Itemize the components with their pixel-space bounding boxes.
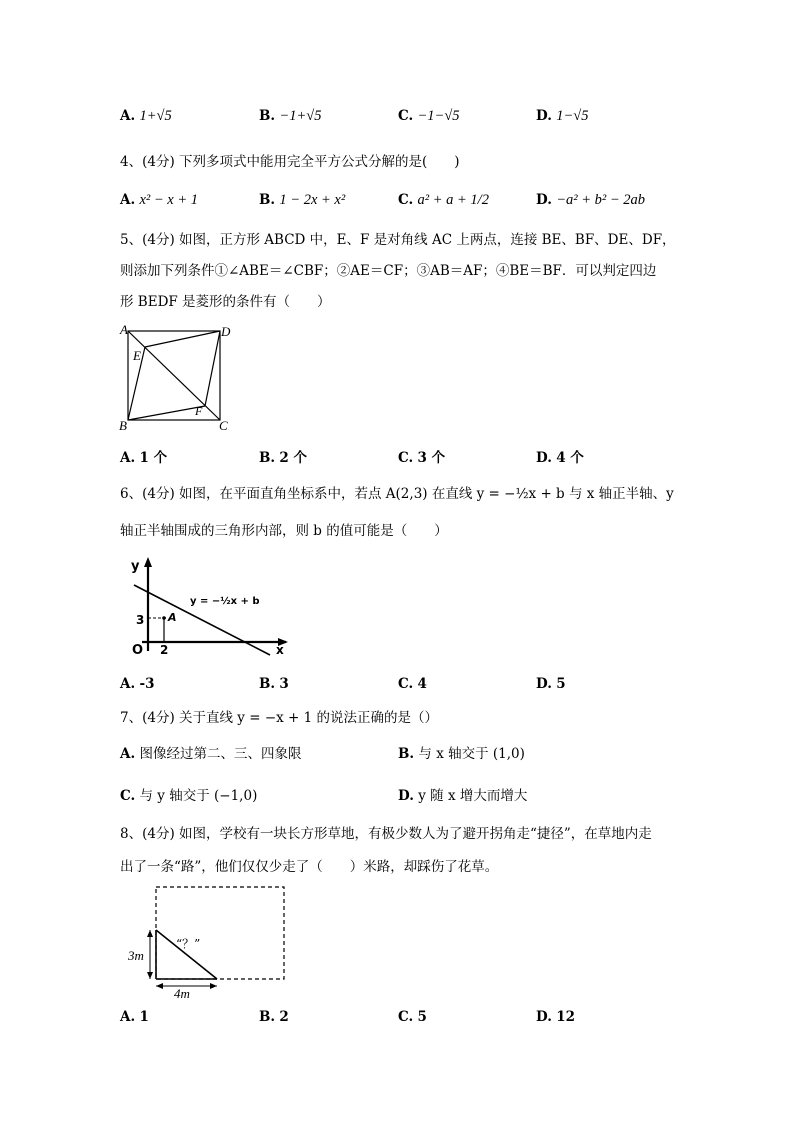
q8-stem-line1: 8、(4分) 如图，学校有一块长方形草地，有极少数人为了避开拐角走“捷径”，在草地内走 — [120, 826, 652, 842]
line-equation: y = −½x + b — [190, 596, 260, 607]
label-question: “？” — [176, 937, 201, 951]
q4-option-d: D. −a² + b² − 2ab — [536, 192, 646, 208]
q5-option-a: A. 1 个 — [120, 450, 168, 466]
q4-option-b: B. 1 − 2x + x² — [259, 192, 346, 208]
label-y: y — [131, 559, 140, 574]
q4-option-c: C. a² + a + 1/2 — [398, 192, 489, 208]
segment-de — [145, 331, 220, 347]
label-2: 2 — [160, 643, 169, 657]
q8-option-c: C. 5 — [398, 1009, 427, 1025]
y-axis-arrow — [144, 557, 152, 567]
q3-option-a: A. 1+√5 — [120, 108, 172, 124]
label-3: 3 — [136, 613, 145, 627]
label-origin: O — [132, 643, 144, 658]
q6-option-c: C. 4 — [398, 676, 427, 692]
q6-stem-line2: 轴正半轴围成的三角形内部，则 b 的值可能是（ ） — [120, 523, 448, 539]
segment-bf — [128, 406, 205, 420]
q6-option-a: A. -3 — [120, 676, 155, 692]
q8-option-a: A. 1 — [120, 1009, 149, 1025]
q6-option-b: B. 3 — [259, 676, 289, 692]
dim-3m-arrow-bottom — [147, 972, 153, 979]
q4-stem: 4、(4分) 下列多项式中能用完全平方公式分解的是( ) — [120, 154, 460, 170]
q7-option-b: B. 与 x 轴交于 (1,0) — [398, 746, 525, 762]
q3-option-c: C. −1−√5 — [398, 108, 460, 124]
q7-option-d: D. y 随 x 增大而增大 — [398, 788, 528, 804]
q3-option-d: D. 1−√5 — [536, 108, 589, 124]
label-x: x — [276, 643, 284, 657]
q7-stem: 7、(4分) 关于直线 y = −x + 1 的说法正确的是（） — [120, 710, 439, 726]
q8-option-d: D. 12 — [536, 1009, 576, 1025]
q7-option-c: C. 与 y 轴交于 (−1,0) — [120, 788, 258, 804]
q5-option-c: C. 3 个 — [398, 450, 446, 466]
dim-4m-arrow-left — [156, 983, 163, 989]
point-a — [162, 616, 166, 620]
q8-option-b: B. 2 — [259, 1009, 289, 1025]
q5-option-b: B. 2 个 — [259, 450, 308, 466]
q6-coordinate-figure — [128, 555, 293, 660]
q6-option-d: D. 5 — [536, 676, 566, 692]
label-b: B — [119, 418, 127, 433]
lawn-dashed-rectangle — [156, 887, 284, 979]
label-c: C — [219, 418, 228, 433]
dim-3m-arrow-top — [147, 930, 153, 937]
q5-stem-line2: 则添加下列条件①∠ABE＝∠CBF；②AE＝CF；③AB＝AF；④BE＝BF．可以判定四边 — [120, 263, 657, 279]
q7-option-a: A. 图像经过第二、三、四象限 — [120, 746, 302, 762]
label-4m: 4m — [174, 986, 190, 998]
q5-stem-line1: 5、(4分) 如图，正方形 ABCD 中，E、F 是对角线 AC 上两点，连接 BE、BF、DE、DF， — [120, 232, 676, 248]
label-a: A — [168, 611, 177, 624]
q3-option-b: B. −1+√5 — [259, 108, 322, 124]
label-d: D — [221, 324, 231, 339]
q8-rectangle-figure — [124, 882, 290, 998]
label-e: E — [133, 348, 141, 363]
dim-4m-arrow-right — [210, 983, 217, 989]
segment-df — [205, 331, 220, 406]
label-3m: 3m — [128, 948, 144, 963]
q5-stem-line3: 形 BEDF 是菱形的条件有（ ） — [120, 294, 331, 310]
q4-option-a: A. x² − x + 1 — [120, 192, 199, 208]
q5-square-figure — [115, 322, 245, 434]
label-a: A — [120, 322, 128, 337]
label-f: F — [195, 404, 203, 418]
q6-stem-line1: 6、(4分) 如图，在平面直角坐标系中，若点 A(2,3) 在直线 y = −½x + b 与 x 轴正半轴、y — [120, 486, 674, 502]
diagonal-ac — [128, 331, 220, 420]
q5-option-d: D. 4 个 — [536, 450, 584, 466]
q8-stem-line2: 出了一条“路”，他们仅仅少走了（ ）米路，却踩伤了花草。 — [120, 859, 499, 875]
